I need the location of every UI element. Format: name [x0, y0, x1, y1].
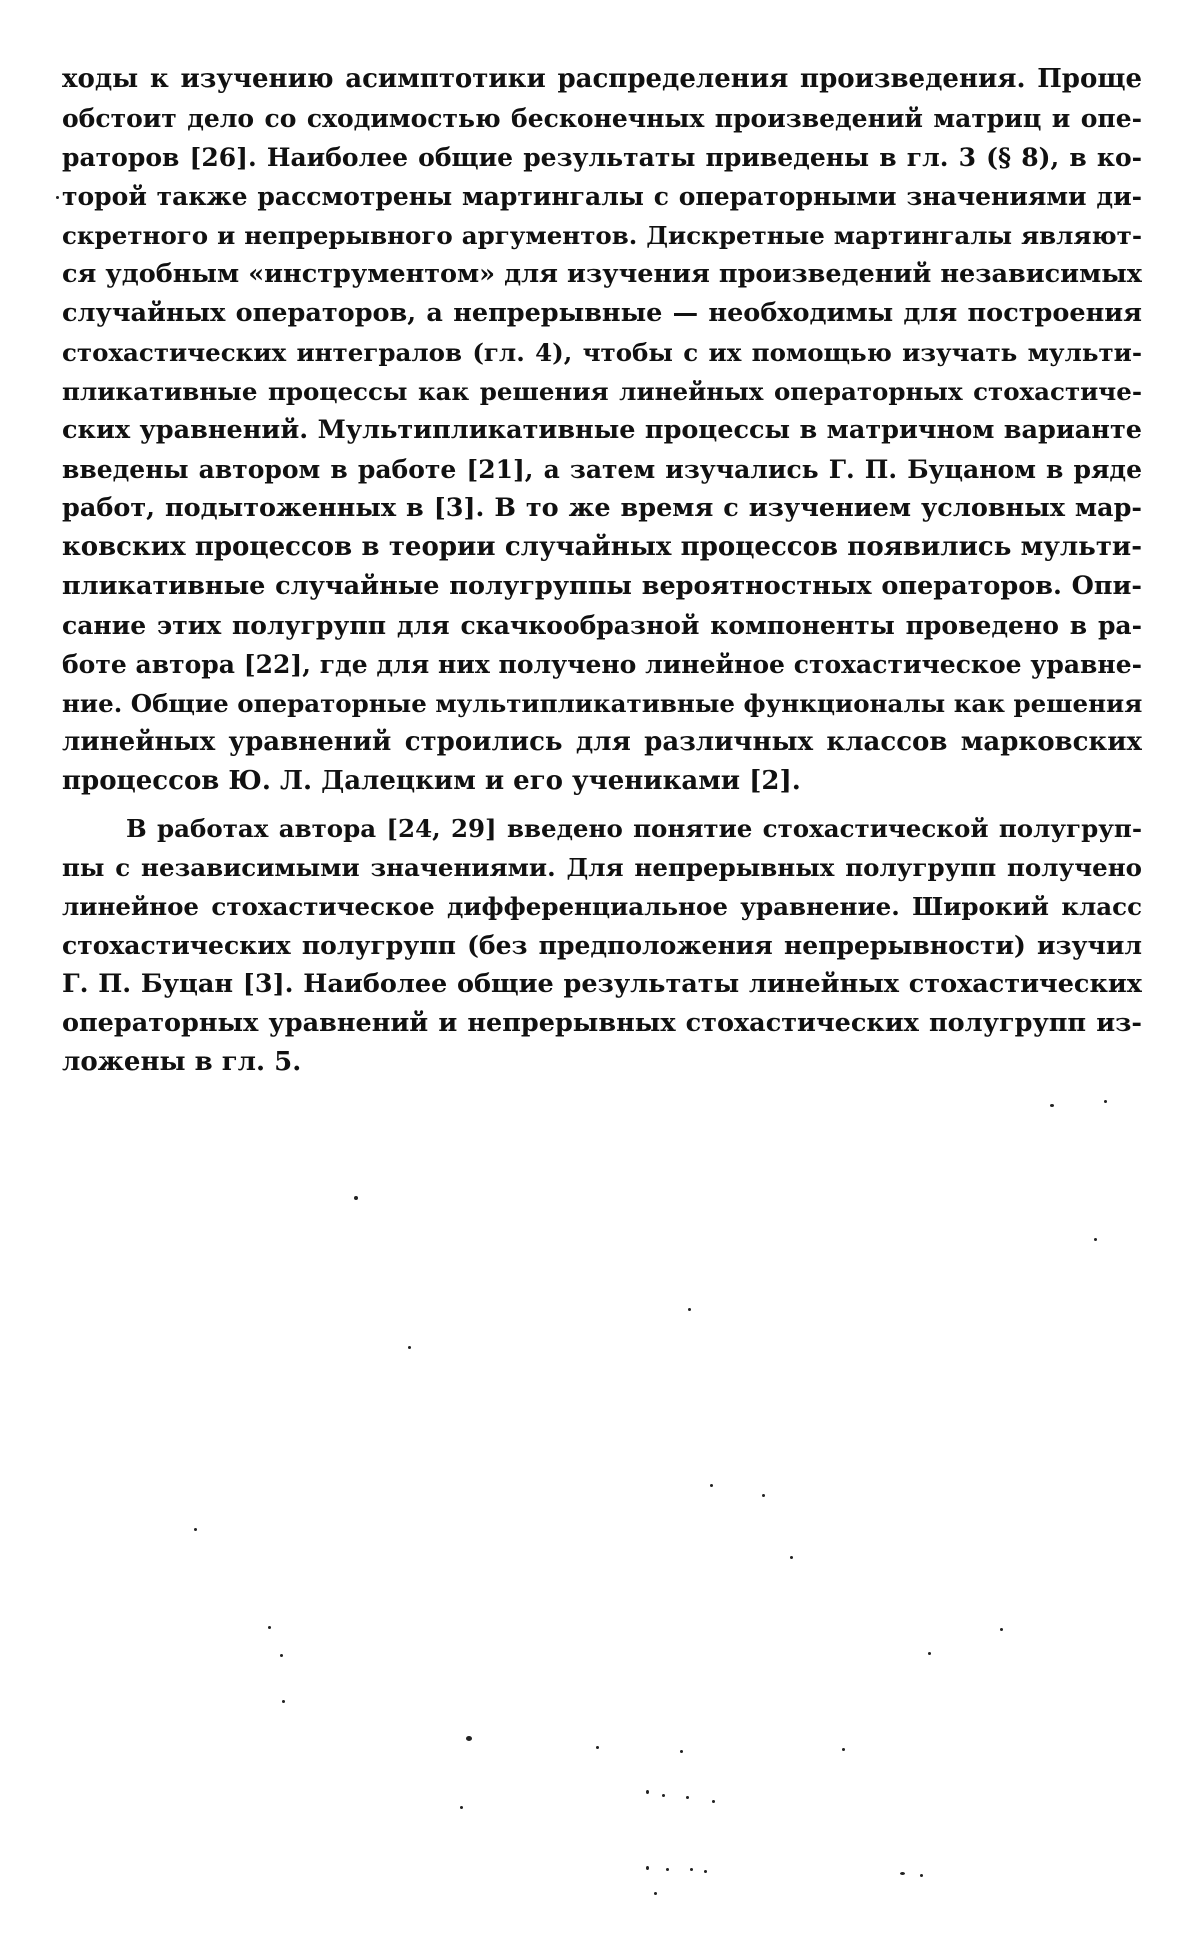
scan-speck	[460, 1806, 463, 1809]
text-line: пы с независимыми значениями. Для непрерывных полугрупп получено	[62, 853, 1142, 882]
scan-speck	[662, 1794, 665, 1797]
scan-speck	[704, 1870, 707, 1873]
text-line: ся удобным «инструментом» для изучения произведений независимых	[62, 259, 1142, 289]
text-line: торой также рассмотрены мартингалы с операторными значениями ди-	[62, 182, 1142, 211]
text-line: ложены в гл. 5.	[62, 1047, 302, 1077]
text-line: работ, подытоженных в [3]. В то же время с изучением условных мар-	[62, 493, 1142, 523]
text-line: ковских процессов в теории случайных процессов появились мульти-	[62, 532, 1142, 562]
scan-speck	[56, 196, 59, 199]
scan-speck	[1104, 1100, 1107, 1103]
scan-speck	[680, 1750, 683, 1753]
scan-speck	[920, 1874, 923, 1877]
scan-speck	[466, 1736, 472, 1741]
scan-speck	[1000, 1628, 1003, 1631]
scan-speck	[1094, 1238, 1097, 1241]
text-line: ходы к изучению асимптотики распределения произведения. Проще	[62, 64, 1142, 94]
scan-speck	[596, 1746, 599, 1749]
text-line: пликативные процессы как решения линейных операторных стохастиче-	[62, 377, 1142, 406]
scan-speck	[710, 1484, 713, 1487]
paragraph-2	[62, 809, 1142, 1082]
scan-speck	[842, 1748, 845, 1751]
scan-speck	[688, 1308, 691, 1311]
text-line: введены автором в работе [21], а затем изучались Г. П. Буцаном в ряде	[62, 455, 1142, 484]
text-line: случайных операторов, а непрерывные — необходимы для построения	[62, 298, 1142, 328]
text-line: обстоит дело со сходимостью бесконечных произведений матриц и опе-	[62, 104, 1142, 133]
text-line: Г. П. Буцан [3]. Наиболее общие результаты линейных стохастических	[62, 969, 1142, 999]
body-text	[62, 60, 1142, 1082]
text-line: ских уравнений. Мультипликативные процессы в матричном варианте	[62, 415, 1142, 445]
text-line: стохастических интегралов (гл. 4), чтобы с их помощью изучать мульти-	[62, 338, 1142, 367]
scan-speck	[666, 1868, 669, 1871]
scan-speck	[686, 1796, 689, 1799]
scan-speck	[280, 1654, 283, 1657]
scan-speck	[790, 1556, 793, 1559]
text-line: В работах автора [24, 29] введено понятие стохастической полугруп-	[126, 814, 1142, 843]
scan-speck	[712, 1800, 715, 1803]
scan-speck	[194, 1528, 197, 1531]
paragraph-gap	[62, 801, 1142, 809]
scan-speck	[646, 1790, 649, 1794]
text-line: процессов Ю. Л. Далецким и его учениками [2].	[62, 766, 801, 796]
text-line: ние. Общие операторные мультипликативные функционалы как решения	[62, 689, 1142, 718]
text-line: линейное стохастическое дифференциальное уравнение. Широкий класс	[62, 892, 1142, 921]
text-line: раторов [26]. Наиболее общие результаты приведены в гл. 3 (§ 8), в ко-	[62, 143, 1142, 172]
scan-speck	[646, 1866, 649, 1870]
text-line: операторных уравнений и непрерывных стохастических полугрупп из-	[62, 1008, 1142, 1038]
text-line: стохастических полугрупп (без предположения непрерывности) изучил	[62, 931, 1142, 960]
text-line: линейных уравнений строились для различных классов марковских	[62, 727, 1142, 757]
scan-speck	[408, 1346, 411, 1349]
text-line: боте автора [22], где для них получено линейное стохастическое уравне-	[62, 650, 1142, 679]
paragraph-1	[62, 60, 1142, 801]
scan-speck	[762, 1494, 765, 1497]
scan-speck	[928, 1652, 931, 1655]
scan-speck	[654, 1892, 657, 1895]
scan-speck	[354, 1196, 358, 1200]
scan-speck	[282, 1700, 285, 1703]
scan-speck	[268, 1626, 271, 1629]
text-line: скретного и непрерывного аргументов. Дискретные мартингалы являют-	[62, 221, 1142, 250]
scan-speck	[1050, 1104, 1054, 1107]
text-line: пликативные случайные полугруппы вероятностных операторов. Опи-	[62, 571, 1142, 601]
text-line: сание этих полугрупп для скачкообразной компоненты проведено в ра-	[62, 611, 1142, 640]
scan-speck	[690, 1868, 693, 1871]
scan-speck	[900, 1872, 905, 1875]
